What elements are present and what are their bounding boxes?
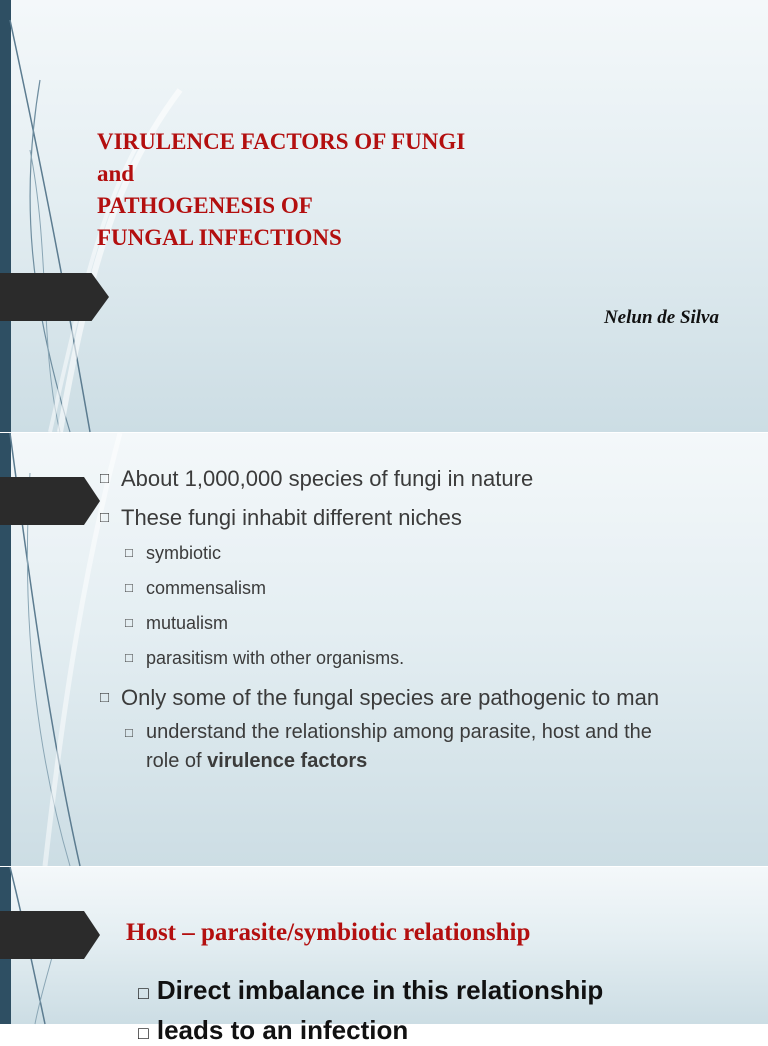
content-slide — [0, 867, 768, 1045]
bullet-marker-icon: □ — [100, 470, 110, 487]
bullet-list — [100, 463, 690, 781]
bullet-marker-icon: □ — [100, 509, 110, 526]
list-item: □ Direct imbalance in this relationship — [138, 975, 604, 1005]
title-line: VIRULENCE FACTORS OF FUNGI — [97, 129, 466, 154]
content-slide — [0, 433, 768, 866]
bullet-marker-icon: □ — [100, 689, 110, 706]
slide-title — [97, 126, 465, 254]
slide-title: Host – parasite/symbiotic relationship — [126, 919, 531, 946]
list-item: □ About 1,000,000 species of fungi in nature — [100, 463, 690, 495]
list-item: □ These fungi inhabit different niches — [100, 502, 690, 534]
list-subitem: □ symbiotic — [125, 538, 690, 568]
bullet-marker-icon: □ — [125, 615, 133, 630]
title-line: and — [97, 161, 135, 186]
bullet-marker-icon: □ — [125, 580, 133, 595]
bullet-marker-icon: □ — [125, 545, 133, 560]
list-item: □ Only some of the fungal species are pathogenic to man — [100, 682, 690, 714]
bullet-marker-icon: □ — [125, 725, 133, 740]
title-slide — [0, 0, 768, 432]
list-subitem: □ parasitism with other organisms. — [125, 643, 690, 673]
bullet-marker-icon: □ — [138, 1023, 149, 1043]
list-subitem: □ understand the relationship among parasite, host and the role of virulence factors — [125, 718, 690, 776]
bullet-marker-icon: □ — [125, 650, 133, 665]
slide-edge-bar — [0, 0, 11, 432]
arrow-tab — [0, 477, 100, 525]
list-subitem: □ commensalism — [125, 573, 690, 603]
arrow-tab — [0, 273, 109, 321]
arrow-tab — [0, 911, 100, 959]
author-name: Nelun de Silva — [603, 307, 719, 328]
title-line: FUNGAL INFECTIONS — [97, 225, 342, 250]
list-subitem: □ mutualism — [125, 608, 690, 638]
bullet-marker-icon: □ — [138, 983, 149, 1003]
list-item: □ leads to an infection — [138, 1015, 409, 1045]
title-line: PATHOGENESIS OF — [97, 193, 313, 218]
